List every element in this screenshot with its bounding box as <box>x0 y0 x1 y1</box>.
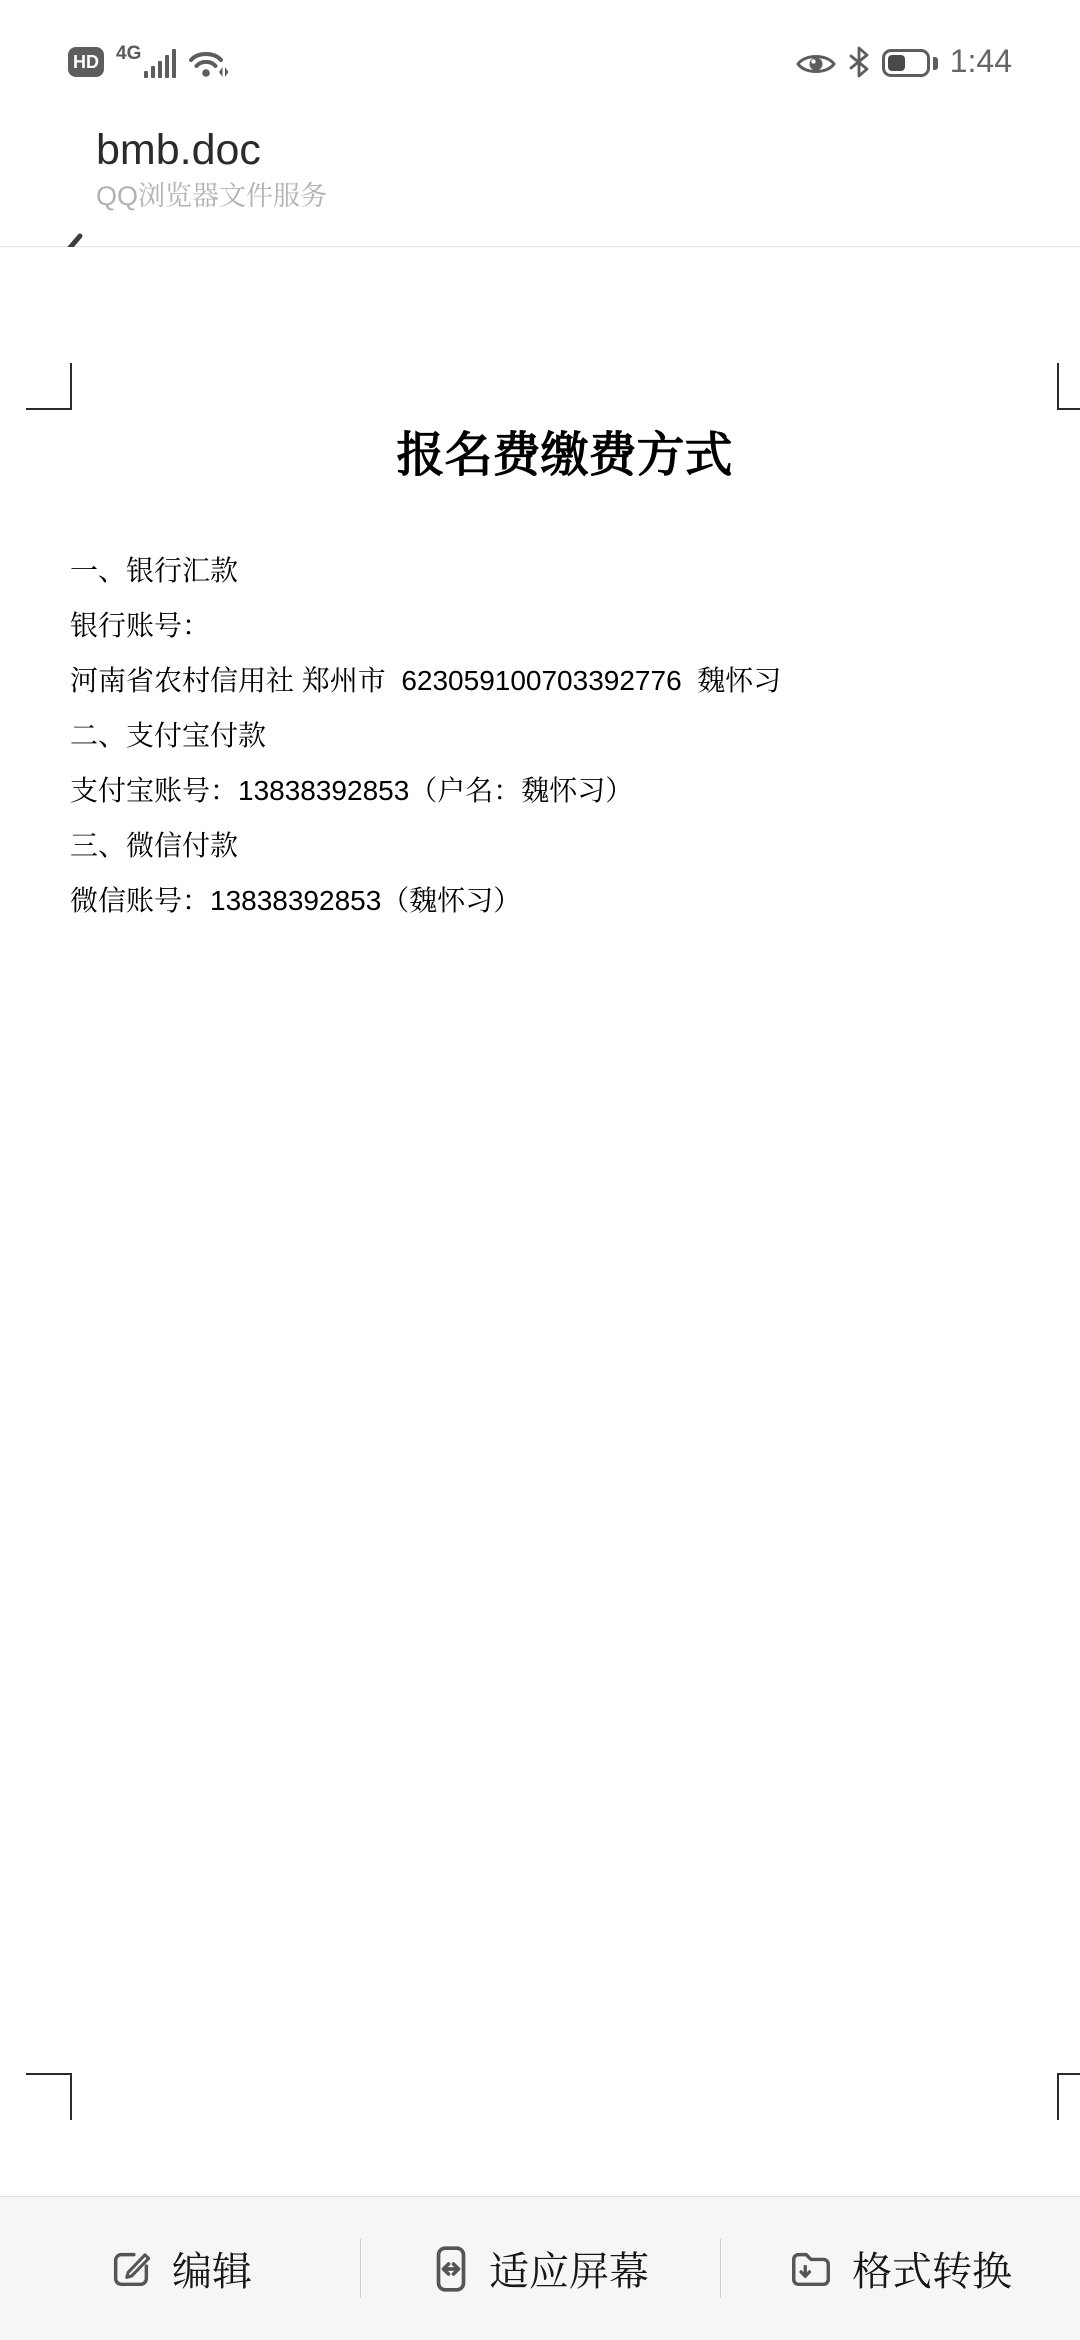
page-corner-mark-top-left <box>26 363 72 410</box>
document-title: 报名费缴费方式 <box>396 429 733 482</box>
battery-icon <box>882 49 938 77</box>
page-corner-mark-bottom-left <box>26 2073 72 2120</box>
hd-badge: HD <box>68 47 104 77</box>
bottom-toolbar <box>0 2196 1080 2340</box>
format-convert-label: 格式转换 <box>852 2250 1012 2294</box>
fit-screen-label: 适应屏幕 <box>489 2250 649 2294</box>
signal-bars-icon <box>144 49 176 78</box>
status-left-group <box>68 43 230 78</box>
doc-paragraph: 微信账号：13838392853（魏怀习） <box>70 885 522 916</box>
bluetooth-icon <box>848 46 870 78</box>
edit-button[interactable] <box>0 2197 360 2340</box>
page-corner-mark-bottom-right <box>1057 2073 1080 2120</box>
file-info <box>96 126 327 212</box>
fit-screen-button[interactable] <box>360 2197 720 2340</box>
doc-paragraph: 三、微信付款 <box>70 830 239 861</box>
status-right-group <box>796 45 1012 78</box>
doc-paragraph: 支付宝账号：13838392853（户名：魏怀习） <box>70 775 634 806</box>
network-type-label: 4G <box>116 43 142 64</box>
format-convert-button[interactable] <box>720 2197 1080 2340</box>
doc-paragraph: 二、支付宝付款 <box>70 720 267 751</box>
fit-screen-icon <box>431 2244 471 2294</box>
edit-label: 编辑 <box>172 2250 252 2294</box>
document-viewport[interactable] <box>0 247 1080 2196</box>
title-bar <box>0 90 1080 247</box>
eye-comfort-icon <box>796 50 836 78</box>
document-body <box>70 543 1059 928</box>
format-convert-folder-icon <box>788 2246 834 2292</box>
file-source-label: QQ浏览器文件服务 <box>96 181 328 212</box>
wifi-icon <box>188 48 230 78</box>
file-name: bmb.doc <box>96 126 261 174</box>
status-bar <box>0 0 1080 90</box>
edit-pencil-icon <box>108 2246 154 2292</box>
doc-paragraph: 银行账号： <box>70 610 211 641</box>
cellular-signal <box>116 43 176 78</box>
page-corner-mark-top-right <box>1057 363 1080 410</box>
doc-paragraph: 一、银行汇款 <box>70 555 239 586</box>
clock-time: 1:44 <box>949 43 1012 79</box>
doc-paragraph: 河南省农村信用社 郑州市 623059100703392776 魏怀习 <box>70 665 782 696</box>
